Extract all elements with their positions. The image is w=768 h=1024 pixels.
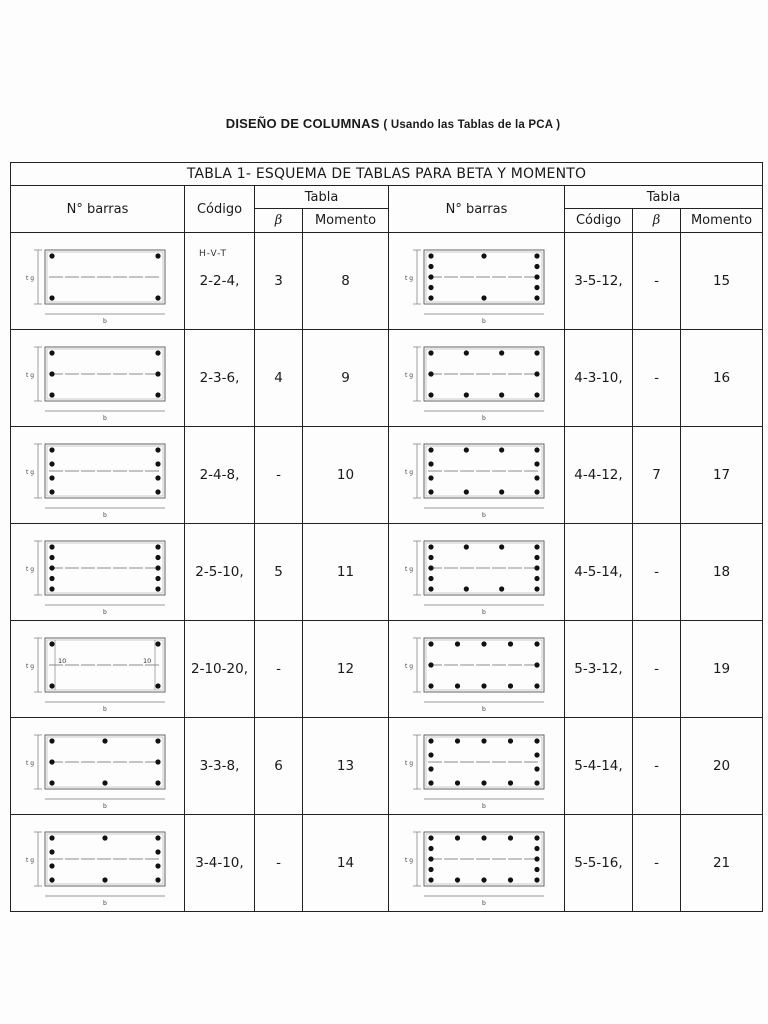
rebar-dot [49, 780, 54, 785]
rebar-dot [155, 392, 160, 397]
rebar-dot [428, 371, 433, 376]
rebar-dot [428, 447, 433, 452]
rebar-dot [155, 475, 160, 480]
rebar-dot [49, 253, 54, 258]
rebar-dot [428, 285, 433, 290]
momento-cell: 21 [681, 815, 763, 912]
beta-cell: - [633, 330, 681, 427]
rebar-dot [155, 586, 160, 591]
column-section-svg [402, 333, 552, 423]
rebar-dot [155, 565, 160, 570]
bar-diagram-left [11, 233, 185, 330]
beta-cell: - [633, 718, 681, 815]
rebar-dot [534, 350, 539, 355]
rebar-dot [102, 780, 107, 785]
beta-cell: - [633, 815, 681, 912]
table-row [11, 524, 763, 621]
height-label: t g [404, 857, 413, 864]
rebar-dot [155, 555, 160, 560]
momento-cell: 13 [303, 718, 389, 815]
column-section-svg [402, 527, 552, 617]
bar-diagram-left [11, 621, 185, 718]
rebar-dot [428, 489, 433, 494]
header-momento-left: Momento [303, 209, 389, 233]
column-section-svg [23, 624, 173, 714]
rebar-dot [463, 350, 468, 355]
dimension-label: 10 [57, 657, 66, 665]
rebar-dot [155, 683, 160, 688]
rebar-dot [454, 683, 459, 688]
codigo-cell: 4-3-10, [565, 330, 633, 427]
height-label: t g [25, 760, 34, 767]
rebar-dot [49, 863, 54, 868]
width-label: b [102, 609, 107, 616]
column-section-svg [23, 818, 173, 908]
beta-cell: 5 [255, 524, 303, 621]
bar-diagram-right [389, 427, 565, 524]
width-label: b [481, 512, 486, 519]
width-label: b [102, 900, 107, 907]
rebar-dot [428, 766, 433, 771]
rebar-dot [49, 576, 54, 581]
rebar-dot [534, 274, 539, 279]
rebar-dot [49, 447, 54, 452]
rebar-dot [428, 856, 433, 861]
rebar-dot [155, 544, 160, 549]
table-row [11, 427, 763, 524]
rebar-dot [534, 752, 539, 757]
column-section-svg [23, 721, 173, 811]
rebar-dot [534, 371, 539, 376]
rebar-dot [454, 780, 459, 785]
height-label: t g [25, 469, 34, 476]
rebar-dot [428, 544, 433, 549]
momento-cell: 20 [681, 718, 763, 815]
rebar-dot [49, 877, 54, 882]
bar-diagram-right [389, 330, 565, 427]
height-label: t g [25, 857, 34, 864]
rebar-dot [463, 447, 468, 452]
rebar-dot [534, 846, 539, 851]
rebar-dot [499, 489, 504, 494]
page-title [0, 116, 768, 131]
rebar-dot [155, 738, 160, 743]
dimension-label: 10 [142, 657, 151, 665]
rebar-dot [102, 877, 107, 882]
rebar-dot [428, 662, 433, 667]
width-label: b [102, 318, 107, 325]
width-label: b [102, 415, 107, 422]
rebar-dot [428, 264, 433, 269]
rebar-dot [155, 461, 160, 466]
rebar-dot [463, 489, 468, 494]
rebar-dot [499, 447, 504, 452]
codigo-cell: 4-4-12, [565, 427, 633, 524]
beta-cell: - [633, 524, 681, 621]
rebar-dot [428, 683, 433, 688]
column-section-svg [23, 527, 173, 617]
codigo-cell: 2-5-10, [185, 524, 255, 621]
rebar-dot [49, 461, 54, 466]
header-codigo-left: Código [185, 186, 255, 233]
bar-diagram-right [389, 815, 565, 912]
codigo-cell: 2-3-6, [185, 330, 255, 427]
beta-cell: - [255, 815, 303, 912]
beta-cell: - [633, 233, 681, 330]
rebar-dot [49, 759, 54, 764]
header-beta-left: β [255, 209, 303, 233]
rebar-dot [534, 683, 539, 688]
header-n-barras-right: N° barras [389, 186, 565, 233]
rebar-dot [499, 586, 504, 591]
rebar-dot [428, 846, 433, 851]
beta-cell: - [255, 427, 303, 524]
rebar-dot [49, 350, 54, 355]
codigo-cell: 5-3-12, [565, 621, 633, 718]
rebar-dot [534, 867, 539, 872]
rebar-dot [534, 576, 539, 581]
codigo-cell: 3-5-12, [565, 233, 633, 330]
column-section-svg [23, 430, 173, 520]
header-beta-right: β [633, 209, 681, 233]
rebar-dot [428, 780, 433, 785]
rebar-dot [428, 274, 433, 279]
code-note: H-V-T [199, 249, 228, 259]
height-label: t g [25, 663, 34, 670]
height-label: t g [404, 566, 413, 573]
bar-diagram-left [11, 524, 185, 621]
momento-cell: 14 [303, 815, 389, 912]
rebar-dot [534, 392, 539, 397]
rebar-dot [481, 877, 486, 882]
rebar-dot [155, 371, 160, 376]
width-label: b [481, 900, 486, 907]
momento-cell: 10 [303, 427, 389, 524]
rebar-dot [534, 555, 539, 560]
rebar-dot [155, 759, 160, 764]
rebar-dot [155, 835, 160, 840]
codigo-cell: 2-4-8, [185, 427, 255, 524]
rebar-dot [49, 641, 54, 646]
rebar-dot [499, 350, 504, 355]
table-row [11, 718, 763, 815]
width-label: b [481, 706, 486, 713]
column-section-svg [23, 236, 173, 326]
rebar-dot [155, 253, 160, 258]
rebar-dot [428, 641, 433, 646]
rebar-dot [534, 856, 539, 861]
width-label: b [102, 803, 107, 810]
table-row [11, 330, 763, 427]
rebar-dot [507, 641, 512, 646]
table-row [11, 233, 763, 330]
height-label: t g [404, 663, 413, 670]
beta-cell: 4 [255, 330, 303, 427]
rebar-dot [481, 683, 486, 688]
rebar-dot [481, 641, 486, 646]
rebar-dot [155, 849, 160, 854]
width-label: b [102, 706, 107, 713]
rebar-dot [534, 780, 539, 785]
header-momento-right: Momento [681, 209, 763, 233]
rebar-dot [481, 780, 486, 785]
rebar-dot [428, 586, 433, 591]
width-label: b [481, 415, 486, 422]
codigo-cell: 5-5-16, [565, 815, 633, 912]
rebar-dot [155, 863, 160, 868]
table-row [11, 815, 763, 912]
column-section-svg [402, 624, 552, 714]
rebar-dot [49, 586, 54, 591]
rebar-dot [155, 641, 160, 646]
width-label: b [481, 803, 486, 810]
momento-cell: 16 [681, 330, 763, 427]
rebar-dot [454, 738, 459, 743]
rebar-dot [49, 371, 54, 376]
rebar-dot [454, 877, 459, 882]
rebar-dot [49, 738, 54, 743]
rebar-dot [534, 489, 539, 494]
rebar-dot [428, 867, 433, 872]
beta-cell: - [255, 621, 303, 718]
momento-cell: 19 [681, 621, 763, 718]
rebar-dot [534, 447, 539, 452]
rebar-dot [428, 475, 433, 480]
codigo-cell: 3-3-8, [185, 718, 255, 815]
rebar-dot [534, 662, 539, 667]
header-tabla-left: Tabla [255, 186, 389, 209]
momento-cell: 11 [303, 524, 389, 621]
rebar-dot [534, 264, 539, 269]
rebar-dot [534, 641, 539, 646]
rebar-dot [428, 565, 433, 570]
rebar-dot [454, 641, 459, 646]
rebar-dot [499, 392, 504, 397]
rebar-dot [428, 295, 433, 300]
rebar-dot [49, 555, 54, 560]
rebar-dot [507, 877, 512, 882]
beta-cell: 3 [255, 233, 303, 330]
rebar-dot [155, 877, 160, 882]
height-label: t g [404, 372, 413, 379]
rebar-dot [534, 461, 539, 466]
height-label: t g [404, 760, 413, 767]
bar-diagram-right [389, 233, 565, 330]
rebar-dot [428, 835, 433, 840]
rebar-dot [454, 835, 459, 840]
height-label: t g [404, 469, 413, 476]
rebar-dot [428, 555, 433, 560]
codigo-cell: 3-4-10, [185, 815, 255, 912]
column-design-table [10, 162, 763, 912]
rebar-dot [507, 738, 512, 743]
bar-diagram-left [11, 718, 185, 815]
rebar-dot [155, 447, 160, 452]
rebar-dot [49, 475, 54, 480]
rebar-dot [155, 576, 160, 581]
rebar-dot [507, 780, 512, 785]
rebar-dot [534, 285, 539, 290]
rebar-dot [481, 253, 486, 258]
rebar-dot [463, 544, 468, 549]
width-label: b [481, 609, 486, 616]
bar-diagram-left [11, 330, 185, 427]
beta-cell: 7 [633, 427, 681, 524]
codigo-cell: H-V-T 2-2-4, [185, 233, 255, 330]
page-title-sub: ( Usando las Tablas de la PCA ) [383, 119, 561, 131]
rebar-dot [534, 835, 539, 840]
momento-cell: 17 [681, 427, 763, 524]
bar-diagram-right [389, 524, 565, 621]
momento-cell: 15 [681, 233, 763, 330]
rebar-dot [428, 877, 433, 882]
rebar-dot [428, 752, 433, 757]
column-section-svg [402, 236, 552, 326]
beta-cell: - [633, 621, 681, 718]
column-section-svg [402, 721, 552, 811]
rebar-dot [428, 350, 433, 355]
header-codigo-right: Código [565, 209, 633, 233]
rebar-dot [102, 835, 107, 840]
rebar-dot [481, 738, 486, 743]
rebar-dot [428, 392, 433, 397]
height-label: t g [25, 566, 34, 573]
rebar-dot [534, 586, 539, 591]
column-section-svg [402, 430, 552, 520]
rebar-dot [534, 253, 539, 258]
codigo-cell: 4-5-14, [565, 524, 633, 621]
codigo-cell: 5-4-14, [565, 718, 633, 815]
rebar-dot [428, 576, 433, 581]
height-label: t g [404, 275, 413, 282]
momento-cell: 12 [303, 621, 389, 718]
rebar-dot [481, 835, 486, 840]
rebar-dot [534, 766, 539, 771]
rebar-dot [428, 253, 433, 258]
rebar-dot [155, 350, 160, 355]
rebar-dot [534, 295, 539, 300]
rebar-dot [49, 544, 54, 549]
rebar-dot [428, 461, 433, 466]
height-label: t g [25, 275, 34, 282]
beta-cell: 6 [255, 718, 303, 815]
bar-diagram-right [389, 621, 565, 718]
rebar-dot [155, 489, 160, 494]
rebar-dot [534, 738, 539, 743]
momento-cell: 8 [303, 233, 389, 330]
rebar-dot [534, 565, 539, 570]
bar-diagram-right [389, 718, 565, 815]
rebar-dot [534, 544, 539, 549]
rebar-dot [481, 295, 486, 300]
rebar-dot [534, 877, 539, 882]
rebar-dot [102, 738, 107, 743]
rebar-dot [507, 835, 512, 840]
rebar-dot [534, 475, 539, 480]
momento-cell: 9 [303, 330, 389, 427]
bar-diagram-left [11, 815, 185, 912]
height-label: t g [25, 372, 34, 379]
width-label: b [102, 512, 107, 519]
rebar-dot [49, 392, 54, 397]
page-title-main: DISEÑO DE COLUMNAS [225, 116, 380, 131]
table-caption: TABLA 1- ESQUEMA DE TABLAS PARA BETA Y MOMENTO [11, 163, 763, 186]
rebar-dot [49, 295, 54, 300]
rebar-dot [499, 544, 504, 549]
rebar-dot [155, 295, 160, 300]
header-tabla-right: Tabla [565, 186, 763, 209]
momento-cell: 18 [681, 524, 763, 621]
rebar-dot [428, 738, 433, 743]
rebar-dot [155, 780, 160, 785]
column-section-svg [23, 333, 173, 423]
rebar-dot [49, 489, 54, 494]
rebar-dot [49, 565, 54, 570]
rebar-dot [49, 683, 54, 688]
rebar-dot [463, 586, 468, 591]
codigo-cell: 2-10-20, [185, 621, 255, 718]
rebar-dot [49, 849, 54, 854]
header-n-barras-left: N° barras [11, 186, 185, 233]
rebar-dot [463, 392, 468, 397]
column-section-svg [402, 818, 552, 908]
rebar-dot [507, 683, 512, 688]
table-row [11, 621, 763, 718]
width-label: b [481, 318, 486, 325]
bar-diagram-left [11, 427, 185, 524]
rebar-dot [49, 835, 54, 840]
